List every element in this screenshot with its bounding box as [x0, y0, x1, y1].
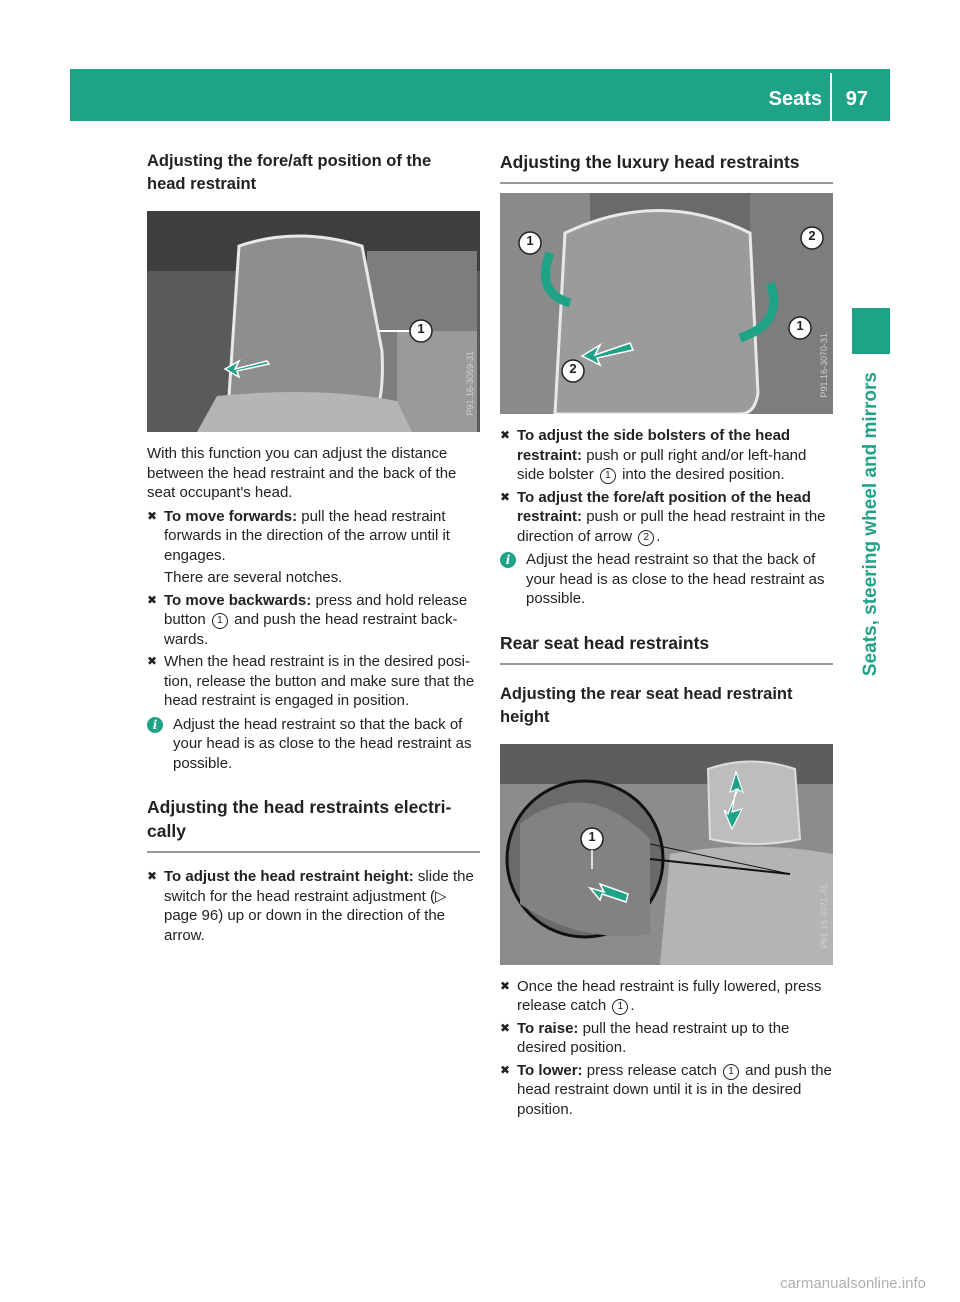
left-column — [147, 150, 480, 945]
figure-callout-2b: 2 — [569, 361, 577, 376]
step-move-backwards: ✖ To move backwards: press and hold release button 1 and push the head restraint back-wards. — [147, 591, 468, 648]
head-restraint-illustration — [147, 211, 480, 432]
intro-text: With this function you can adjust the distance between the head restraint and the back of the seat occupant's head. — [147, 445, 457, 501]
luxury-restraint-illustration — [500, 193, 833, 414]
figure-code: P91.16-3071-31 — [819, 883, 829, 949]
heading-rear-seat: Rear seat head restraints — [500, 631, 833, 665]
step-arrow-icon: ✖ — [500, 489, 511, 504]
callout-1: 1 — [212, 613, 228, 629]
chapter-label — [852, 372, 890, 752]
step-fully-lowered: ✖ Once the head restraint is fully lowered, press release catch 1 . — [500, 977, 822, 1014]
figure-rear-head-restraint — [500, 744, 833, 965]
info-icon: i — [500, 552, 516, 568]
heading-luxury: Adjusting the luxury head restraints — [500, 150, 833, 184]
callout-1: 1 — [600, 468, 616, 484]
step-arrow-icon: ✖ — [500, 428, 511, 442]
heading-rear-height: Adjusting the rear seat head restraint height — [500, 684, 793, 726]
step-adjust-height: ✖ To adjust the head restraint height: slide the switch for the head restraint adjustment (▷ page 96) up or down in the direction of the arrow. — [147, 868, 474, 944]
callout-2: 2 — [638, 530, 654, 546]
figure-code: P91.16-3069-31 — [465, 351, 475, 416]
info-note: i Adjust the head restraint so that the back of your head is as close to the head restraint as possible. — [147, 715, 480, 774]
step-arrow-icon: ✖ — [500, 1062, 511, 1077]
right-column — [500, 150, 833, 1119]
header-divider — [830, 73, 832, 121]
step-arrow-icon: ✖ — [500, 978, 511, 993]
heading-electric: Adjusting the head restraints electri-cally — [147, 795, 480, 853]
heading-fore-aft: Adjusting the fore/aft position of the head restraint — [147, 152, 432, 193]
figure-callout-2a: 2 — [808, 228, 816, 243]
watermark: carmanualsonline.info — [780, 1275, 926, 1292]
step-release-button: ✖ When the head restraint is in the desired posi-tion, release the button and make sure that the head restraint is engaged in position. — [147, 653, 475, 709]
figure-code: P91.16-3070-31 — [819, 333, 829, 398]
step-side-bolsters: ✖ To adjust the side bolsters of the head restraint: push or pull right and/or left-hand side bolster 1 into the desired position. — [500, 427, 807, 483]
figure-luxury-head-restraint — [500, 193, 833, 414]
figure-callout-1: 1 — [417, 321, 425, 336]
callout-1: 1 — [723, 1064, 739, 1080]
step-arrow-icon: ✖ — [147, 592, 158, 607]
info-icon: i — [147, 717, 163, 733]
step-lower: ✖ To lower: press release catch 1 and push the head restraint down until it is in the desired position. — [500, 1061, 832, 1118]
figure-callout-1b: 1 — [796, 318, 804, 333]
step-arrow-icon: ✖ — [147, 654, 158, 668]
step-arrow-icon: ✖ — [500, 1020, 511, 1035]
step-fore-aft: ✖ To adjust the fore/aft position of the head restraint: push or pull the head restraint in the direction of arrow 2 . — [500, 488, 826, 545]
figure-head-restraint-fore-aft — [147, 211, 480, 432]
rear-restraint-illustration — [500, 744, 833, 965]
chapter-label-text: Seats, steering wheel and mirrors — [860, 372, 881, 677]
step-arrow-icon: ✖ — [147, 869, 158, 883]
page-header — [70, 69, 890, 121]
step-move-forwards: ✖ To move forwards: pull the head restraint forwards in the direction of the arrow until it engages. — [147, 507, 450, 564]
info-note: i Adjust the head restraint so that the back of your head is as close to the head restraint as possible. — [500, 550, 833, 609]
page-number: 97 — [845, 88, 868, 110]
callout-1: 1 — [612, 999, 628, 1015]
notches-text: There are several notches. — [164, 569, 343, 586]
step-raise: ✖ To raise: pull the head restraint up to the desired position. — [500, 1019, 790, 1056]
section-title: Seats — [768, 88, 822, 110]
figure-callout-1a: 1 — [526, 233, 534, 248]
figure-callout-1: 1 — [588, 828, 596, 844]
step-arrow-icon: ✖ — [147, 508, 158, 523]
chapter-tab — [852, 308, 890, 354]
